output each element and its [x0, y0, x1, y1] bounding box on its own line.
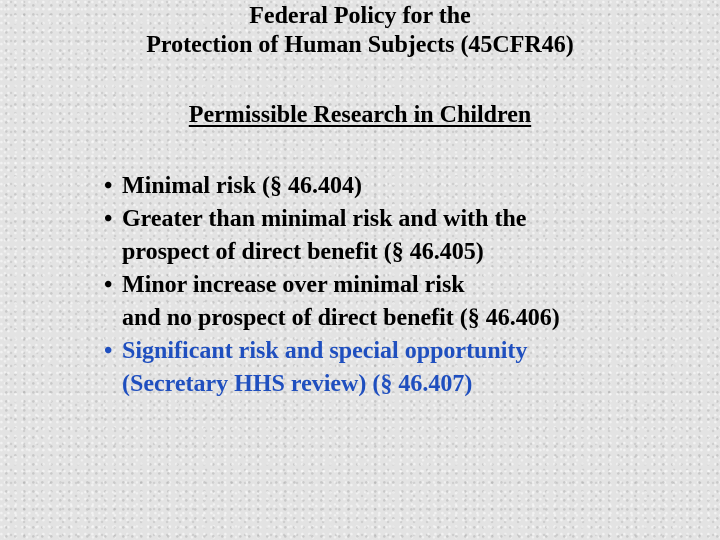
bullet-text-line: (Secretary HHS review) (§ 46.407) — [122, 371, 473, 397]
bullet-text-line: and no prospect of direct benefit (§ 46.406) — [122, 305, 560, 331]
bullet-text-line: prospect of direct benefit (§ 46.405) — [122, 239, 484, 265]
bullet-text-line: Greater than minimal risk and with the — [122, 206, 527, 232]
bullet-text-line: Significant risk and special opportunity — [122, 338, 528, 364]
slide-title — [0, 2, 720, 60]
bullet-text-line: Minimal risk (§ 46.404) — [122, 173, 362, 199]
bullet-marker: • — [104, 338, 113, 364]
slide-subtitle — [0, 100, 720, 130]
bullet-item-greater-than-minimal-risk — [104, 203, 560, 269]
subtitle-text: Permissible Research in Children — [188, 102, 532, 128]
bullet-marker: • — [104, 272, 113, 298]
bullet-item-minor-increase — [104, 269, 560, 335]
bullet-marker: • — [104, 173, 113, 199]
bullet-text-line: Minor increase over minimal risk — [122, 272, 465, 298]
bullet-item-significant-risk — [104, 335, 560, 401]
bullet-list — [104, 170, 560, 401]
title-line-1: Federal Policy for the — [249, 3, 471, 29]
bullet-item-minimal-risk — [104, 170, 560, 203]
bullet-marker: • — [104, 206, 113, 232]
title-line-2: Protection of Human Subjects (45CFR46) — [146, 32, 574, 58]
